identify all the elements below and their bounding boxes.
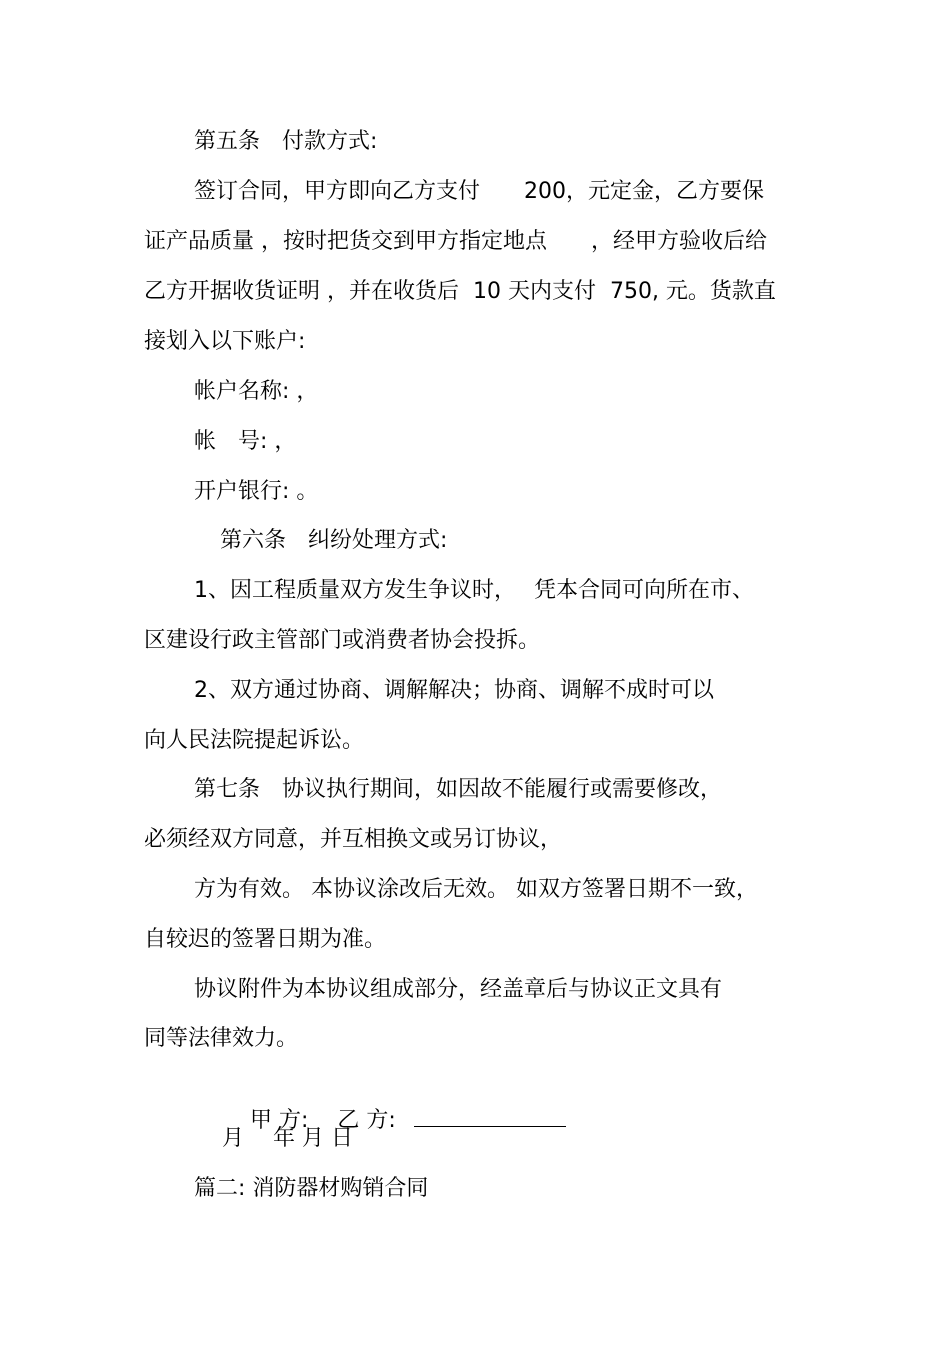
signature-underline — [414, 1104, 566, 1127]
paragraph-line: 向人民法院提起诉讼。 — [144, 728, 365, 753]
paragraph-line: 必须经双方同意，并互相换文或另订协议， — [144, 827, 563, 852]
paragraph-line: 同等法律效力。 — [144, 1026, 299, 1051]
account-number-line: 帐 号: ， — [194, 429, 297, 454]
article-6-heading: 第六条 纠纷处理方式: — [220, 528, 448, 553]
paragraph-line: 协议附件为本协议组成部分，经盖章后与协议正文具有 — [194, 977, 723, 1002]
date-line: 月 年 月 日 — [222, 1126, 353, 1151]
account-name-line: 帐户名称: ， — [194, 379, 319, 404]
paragraph-line: 2、双方通过协商、调解解决；协商、调解不成时可以 — [194, 678, 714, 703]
paragraph-line: 自较迟的签署日期为准。 — [144, 927, 387, 952]
paragraph-line: 1、因工程质量双方发生争议时， 凭本合同可向所在市、 — [194, 578, 754, 603]
paragraph-line: 接划入以下账户: — [144, 329, 306, 354]
signature-parties-label: 甲 方: 乙 方: — [249, 1108, 396, 1133]
paragraph-line: 证产品质量 ，按时把货交到甲方指定地点 ，经甲方验收后给 — [144, 229, 767, 254]
article-7-heading: 第七条 协议执行期间，如因故不能履行或需要修改， — [194, 777, 723, 802]
bank-line: 开户银行: 。 — [194, 479, 319, 504]
paragraph-line: 乙方开据收货证明 ，并在收货后 10 天内支付 750, 元。货款直 — [144, 279, 776, 304]
paragraph-line: 签订合同，甲方即向乙方支付 200，元定金，乙方要保 — [194, 179, 764, 204]
article-5-heading: 第五条 付款方式: — [194, 129, 378, 154]
section-heading: 篇二: 消防器材购销合同 — [194, 1176, 429, 1201]
paragraph-line: 区建设行政主管部门或消费者协会投拆。 — [144, 628, 541, 653]
paragraph-line: 方为有效。 本协议涂改后无效。 如双方签署日期不一致， — [194, 877, 758, 902]
